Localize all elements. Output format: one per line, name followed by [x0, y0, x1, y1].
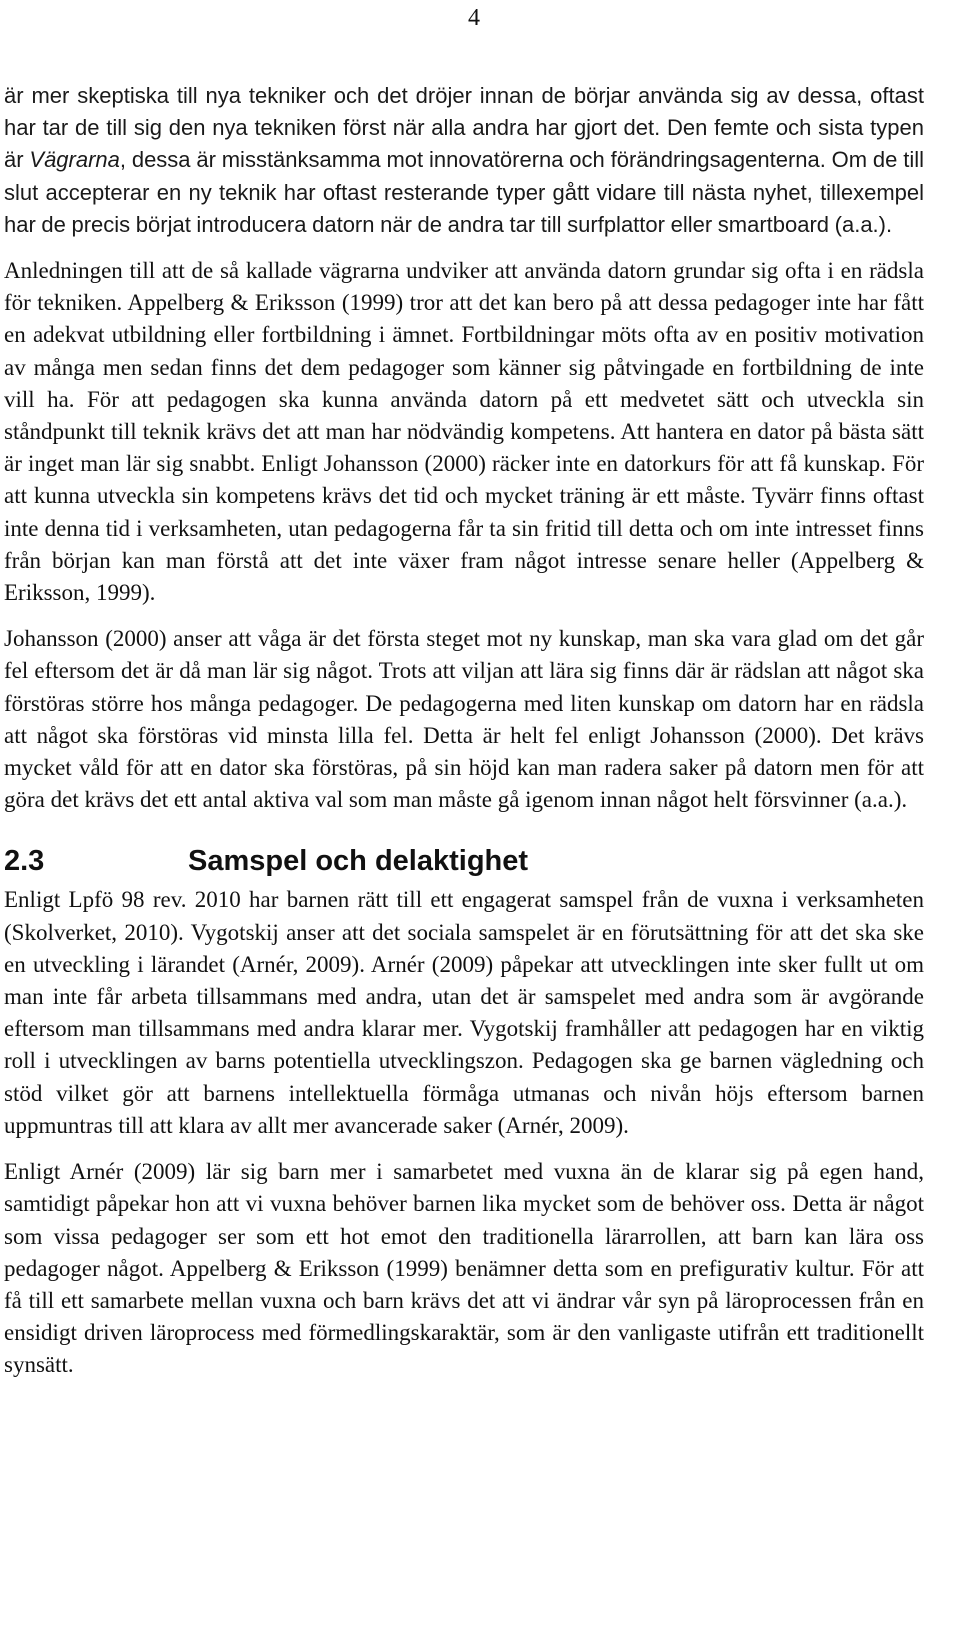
page-number: 4: [468, 5, 480, 31]
section-title: Samspel och delaktighet: [188, 845, 529, 878]
emphasized-term: Vägrarna: [29, 147, 120, 173]
paragraph-adopter-types: [4, 80, 924, 241]
paragraph-interaction: Enligt Lpfö 98 rev. 2010 har barnen rätt till ett engagerat samspel från de vuxna i verksamheten (Skolverket, 2010). Vygotskij anser att det sociala samspelet är en förutsättning för att det ska ske en utveckling i lärandet (Arnér, 2009). Arnér (2009) påpekar att utvecklingen inte sker fullt ut om man inte får arbeta tillsammans med andra, utan det är samspelet med andra som är avgörande eftersom man tillsammans med andra klarar mer. Vygotskij framhåller att pedagogen har en viktig roll i utvecklingen av barns potentiella utvecklingszon. Pedagogen ska ge barnen vägledning och stöd vilket gör att barnens intellektuella förmåga utmanas och nivån höjs eftersom barnen uppmuntras till att klara av allt mer avancerade saker (Arnér, 2009).: [4, 887, 924, 1138]
paragraph-collaboration: Enligt Arnér (2009) lär sig barn mer i samarbetet med vuxna än de klarar sig på egen hand, samtidigt påpekar hon att vi vuxna behöver barnen lika mycket som de behöver oss. Detta är något som vissa pedagoger ser som ett hot emot den traditionella lärarrollen, att barn kan lära oss pedagoger något. Appelberg & Eriksson (1999) benämner detta som en prefigurativ kultur. För att få till ett samarbete mellan vuxna och barn krävs det att vi ändrar vår syn på läroprocessen från en ensidigt driven läroprocess med förmedlingskaraktär, som är den vanligaste utifrån ett traditionellt synsätt.: [4, 1159, 924, 1378]
page-content: [4, 80, 924, 1382]
paragraph-daring-to-learn: Johansson (2000) anser att våga är det första steget mot ny kunskap, man ska vara glad om det går fel eftersom det är då man lär sig något. Trots att viljan att lära sig finns där är rädslan att något ska förstöras större hos många pedagoger. De pedagogerna med liten kunskap om datorn har en rädsla att något ska förstöras vid minsta lilla fel. Detta är helt fel enligt Johansson (2000). Det krävs mycket våld för att en dator ska förstöras, på sin höjd kan man radera saker på datorn men för att göra det krävs det ett antal aktiva val som man måste gå igenom innan något helt försvinner (a.a.).: [4, 626, 924, 813]
paragraph-text: , dessa är misstänksamma mot innovatörerna och förändringsagenterna. Om de till slut accepterar en ny teknik har oftast resterande typer gått vidare till nästa nyhet, tillexempel har de precis börjat introducera datorn när de andra tar till surfplattor eller smartboard (a.a.).: [4, 147, 924, 237]
paragraph-text: är mer skeptiska till nya tekniker och det dröjer innan de börjar använda sig av dessa, oftast har tar de till sig den nya tekniken först när alla andra har gjort det. Den femte och sista typen är: [4, 83, 924, 173]
paragraph-refusers-fear: Anledningen till att de så kallade vägrarna undviker att använda datorn grundar sig ofta i en rädsla för tekniken. Appelberg & Eriksson (1999) tror att det kan bero på att dessa pedagoger inte har fått en adekvat utbildning eller fortbildning i ämnet. Fortbildningar möts ofta av en positiv motivation av många men sedan finns det dem pedagoger som känner sig påtvingade en fortbildning de inte vill ha. För att pedagogen ska kunna använda datorn på ett medvetet sätt och utveckla sin ståndpunkt till teknik krävs det att man har nödvändig kompetens. Att hantera en dator på bästa sätt är inget man lär sig snabbt. Enligt Johansson (2000) räcker inte en datorkurs för att få kunskap. För att kunna utveckla sin kompetens krävs det tid och mycket träning är ett måste. Tyvärr finns oftast inte denna tid i verksamheten, utan pedagogerna får ta sin fritid till detta och om inte intresset finns från början kan man förstå att det inte växer fram något intresse senare heller (Appelberg & Eriksson, 1999).: [4, 258, 924, 606]
section-number: 2.3: [4, 845, 45, 878]
section-heading: [4, 842, 924, 880]
